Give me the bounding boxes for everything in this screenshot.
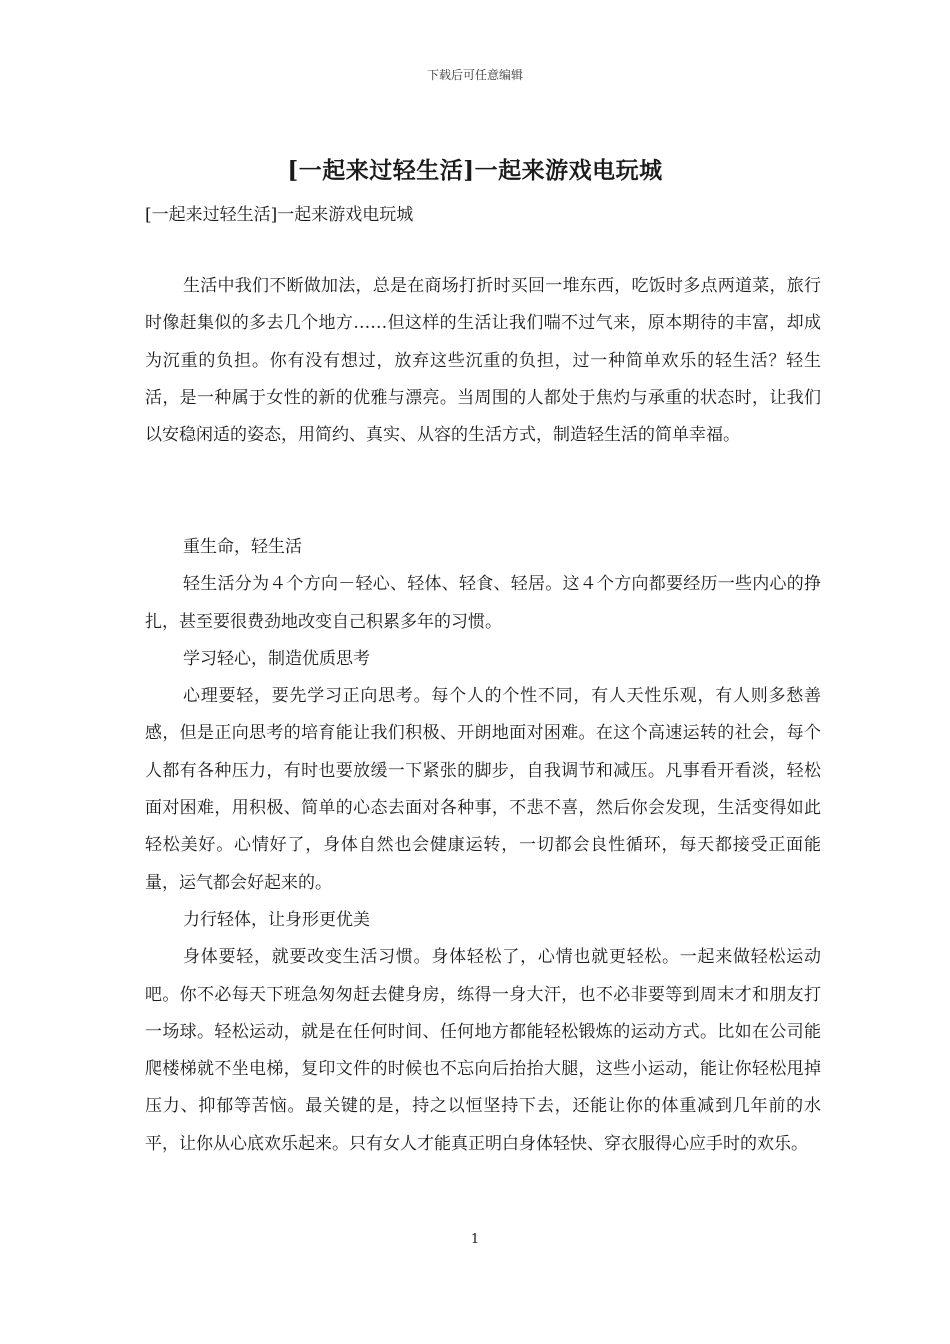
main-section xyxy=(145,529,821,1163)
document-subtitle: [一起来过轻生活]一起来游戏电玩城 xyxy=(145,205,414,225)
body-paragraph: 心理要轻，要先学习正向思考。每个人的个性不同，有人天性乐观，有人则多愁善感，但是正向思考的培育能让我们积极、开朗地面对困难。在这个高速运转的社会，每个人都有各种压力，有时也要放缓一下紧张的脚步，自我调节和减压。凡事看开看淡，轻松面对困难，用积极、简单的心态去面对各种事，不悲不喜，然后你会发现，生活变得如此轻松美好。心情好了，身体自然也会健康运转，一切都会良性循环，每天都接受正面能量，运气都会好起来的。 xyxy=(145,686,821,893)
header-note: 下载后可任意编辑 xyxy=(426,68,523,82)
document-title: [一起来过轻生活]一起来游戏电玩城 xyxy=(287,157,663,184)
body-paragraph: 轻生活分为４个方向－轻心、轻体、轻食、轻居。这４个方向都要经历一些内心的挣扎，甚至要很费劲地改变自己积累多年的习惯。 xyxy=(145,574,821,632)
page-number: 1 xyxy=(470,1232,480,1247)
section-heading-life: 重生命，轻生活 xyxy=(183,537,302,557)
section-heading-light-body: 力行轻体，让身形更优美 xyxy=(183,909,370,930)
body-paragraph: 身体要轻，就要改变生活习惯。身体轻松了，心情也就更轻松。一起来做轻松运动吧。你不必每天下班急匆匆赶去健身房，练得一身大汗，也不必非要等到周末才和朋友打一场球。轻松运动，就是在任何时间、任何地方都能轻松锻炼的运动方式。比如在公司能爬楼梯就不坐电梯，复印文件的时候也不忘向后抬抬大腿，这些小运动，能让你轻松甩掉压力、抑郁等苦恼。最关键的是，持之以恒坚持下去，还能让你的体重减到几年前的水平，让你从心底欢乐起来。只有女人才能真正明白身体轻快、穿衣服得心应手时的欢乐。 xyxy=(145,947,821,1154)
intro-section xyxy=(145,268,821,454)
section-heading-light-mind: 学习轻心，制造优质思考 xyxy=(183,648,370,669)
intro-paragraph: 生活中我们不断做加法，总是在商场打折时买回一堆东西，吃饭时多点两道菜，旅行时像赶集似的多去几个地方……但这样的生活让我们喘不过气来，原本期待的丰富，却成为沉重的负担。你有没有想过，放弃这些沉重的负担，过一种简单欢乐的轻生活？轻生活，是一种属于女性的新的优雅与漂亮。当周围的人都处于焦灼与承重的状态时，让我们以安稳闲适的姿态，用简约、真实、从容的生活方式，制造轻生活的简单幸福。 xyxy=(145,276,821,446)
